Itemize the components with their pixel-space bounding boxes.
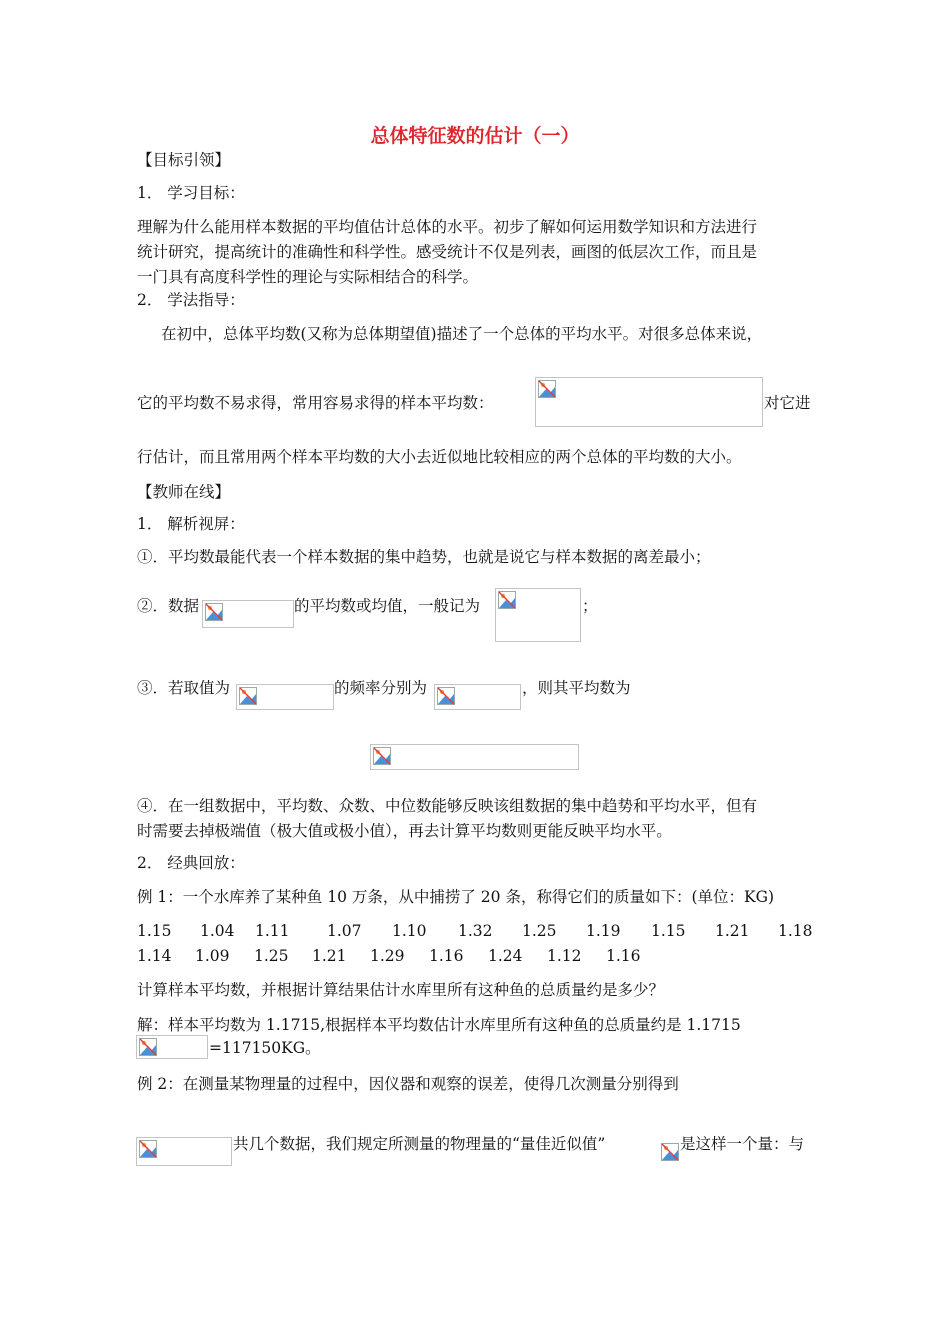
data-value: 1.11 bbox=[255, 922, 290, 940]
data-value: 1.21 bbox=[312, 947, 347, 965]
guide-text-line: 它的平均数不易求得，常用容易求得的样本平均数： bbox=[137, 394, 494, 412]
goal-text-line: 理解为什么能用样本数据的平均值估计总体的水平。初步了解如何运用数学知识和方法进行 bbox=[137, 218, 758, 236]
data-value: 1.16 bbox=[606, 947, 641, 965]
broken-image-icon bbox=[538, 380, 556, 398]
formula-image bbox=[202, 600, 294, 628]
guide-text-line: 对它进 bbox=[764, 394, 811, 412]
formula-image bbox=[136, 1035, 208, 1059]
data-value: 1.16 bbox=[429, 947, 464, 965]
goal-text-line: 一门具有高度科学性的理论与实际相结合的科学。 bbox=[137, 268, 479, 286]
broken-image-icon bbox=[661, 1143, 679, 1161]
learning-goal-heading: 1． 学习目标： bbox=[137, 184, 245, 202]
point-3-text: ，则其平均数为 bbox=[522, 679, 631, 697]
data-value: 1.18 bbox=[778, 922, 813, 940]
broken-image-icon bbox=[437, 687, 455, 705]
data-value: 1.07 bbox=[327, 922, 362, 940]
broken-image-icon bbox=[498, 591, 516, 609]
section-teacher-heading: 【教师在线】 bbox=[137, 483, 231, 501]
point-2-text: ； bbox=[582, 597, 598, 615]
guide-text-line: 在初中，总体平均数(又称为总体期望值)描述了一个总体的平均水平。对很多总体来说， bbox=[161, 325, 763, 343]
section-goal-heading: 【目标引领】 bbox=[137, 151, 231, 169]
data-value: 1.32 bbox=[458, 922, 493, 940]
data-value: 1.19 bbox=[586, 922, 621, 940]
point-2-text: ②．数据 bbox=[137, 597, 200, 615]
example-2-text: 是这样一个量：与 bbox=[680, 1135, 805, 1153]
broken-image-icon bbox=[139, 1140, 157, 1158]
guide-text-line: 行估计，而且常用两个样本平均数的大小去近似地比较相应的两个总体的平均数的大小。 bbox=[137, 448, 742, 466]
data-value: 1.15 bbox=[137, 922, 172, 940]
page-title: 总体特征数的估计（一） bbox=[370, 125, 580, 147]
answer-line: 解：样本平均数为 1.1715,根据样本平均数估计水库里所有这种鱼的总质量约是 1.1715 bbox=[137, 1016, 741, 1034]
formula-image bbox=[236, 684, 334, 710]
classic-review-heading: 2． 经典回放： bbox=[137, 854, 245, 872]
example-1-text: 例 1：一个水库养了某种鱼 10 万条，从中捕捞了 20 条，称得它们的质量如下：(单位：KG) bbox=[137, 888, 775, 906]
data-value: 1.21 bbox=[715, 922, 750, 940]
answer-line: =117150KG。 bbox=[209, 1039, 321, 1057]
formula-image bbox=[495, 588, 581, 642]
data-value: 1.29 bbox=[370, 947, 405, 965]
data-value: 1.24 bbox=[488, 947, 523, 965]
broken-image-icon bbox=[373, 747, 391, 765]
point-1: ①．平均数最能代表一个样本数据的集中趋势，也就是说它与样本数据的离差最小； bbox=[137, 548, 711, 566]
formula-image bbox=[136, 1137, 232, 1166]
data-value: 1.25 bbox=[254, 947, 289, 965]
data-value: 1.04 bbox=[200, 922, 235, 940]
data-value: 1.12 bbox=[547, 947, 582, 965]
data-value: 1.10 bbox=[392, 922, 427, 940]
data-value: 1.25 bbox=[522, 922, 557, 940]
method-guide-heading: 2． 学法指导： bbox=[137, 291, 245, 309]
analysis-heading: 1． 解析视屏： bbox=[137, 515, 245, 533]
formula-image bbox=[535, 377, 763, 427]
broken-image-icon bbox=[205, 603, 223, 621]
data-value: 1.09 bbox=[195, 947, 230, 965]
formula-image bbox=[661, 1142, 680, 1162]
data-value: 1.15 bbox=[651, 922, 686, 940]
example-2-text: 例 2：在测量某物理量的过程中，因仪器和观察的误差，使得几次测量分别得到 bbox=[137, 1075, 679, 1093]
broken-image-icon bbox=[139, 1038, 157, 1056]
formula-image bbox=[434, 684, 521, 710]
point-2-text: 的平均数或均值，一般记为 bbox=[294, 597, 481, 615]
example-2-text: 共几个数据，我们规定所测量的物理量的“量佳近似值” bbox=[233, 1135, 606, 1153]
point-4-line: 时需要去掉极端值（极大值或极小值），再去计算平均数则更能反映平均水平。 bbox=[137, 822, 672, 840]
point-3-text: 的频率分别为 bbox=[334, 679, 428, 697]
point-4-line: ④．在一组数据中，平均数、众数、中位数能够反映该组数据的集中趋势和平均水平，但有 bbox=[137, 797, 758, 815]
broken-image-icon bbox=[239, 687, 257, 705]
question-text: 计算样本平均数，并根据计算结果估计水库里所有这种鱼的总质量约是多少？ bbox=[137, 981, 665, 999]
formula-image bbox=[370, 744, 579, 770]
data-value: 1.14 bbox=[137, 947, 172, 965]
point-3-text: ③．若取值为 bbox=[137, 679, 231, 697]
goal-text-line: 统计研究，提高统计的准确性和科学性。感受统计不仅是列表，画图的低层次工作，而且是 bbox=[137, 243, 758, 261]
